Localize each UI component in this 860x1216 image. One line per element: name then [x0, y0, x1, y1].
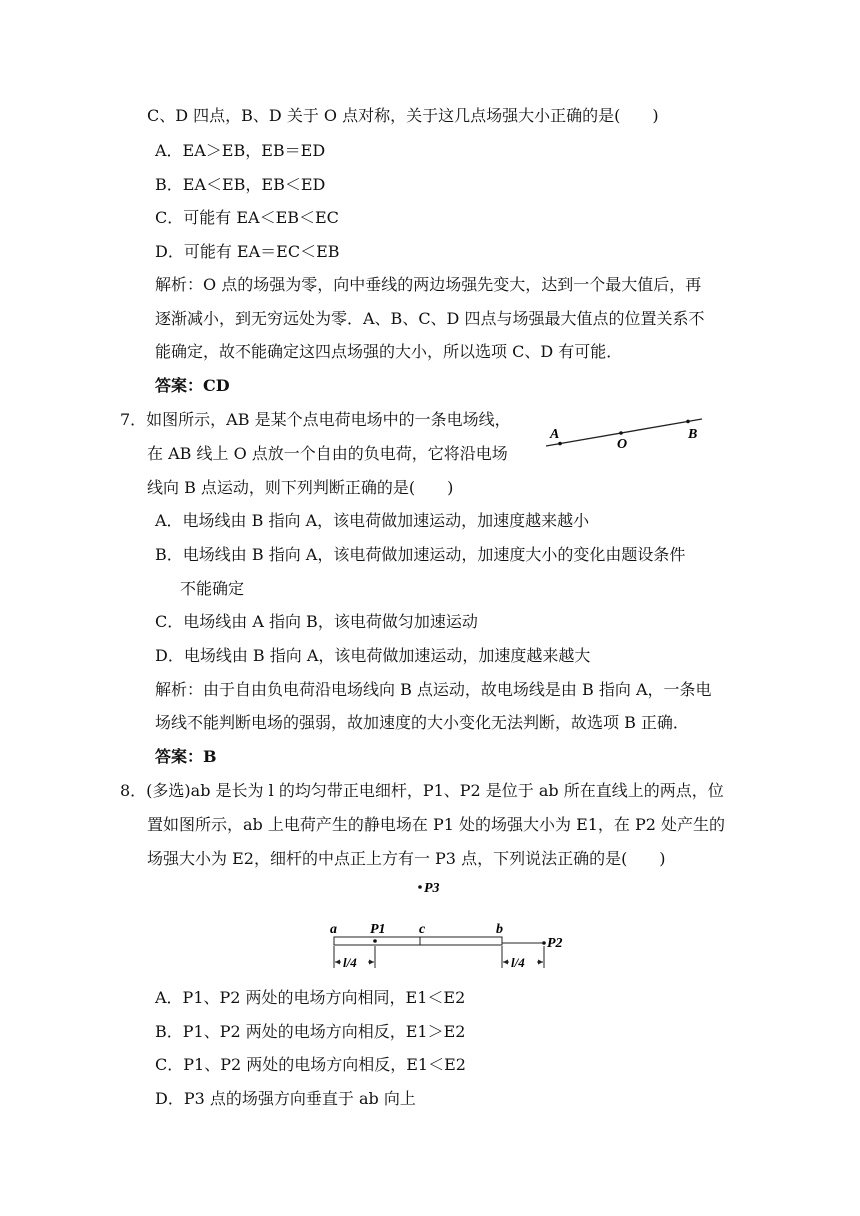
q8-option-a: A．P1、P2 两处的电场方向相同，E1＜E2 — [155, 988, 466, 1007]
label-b: B — [688, 427, 698, 442]
q6-analysis-line-3: 能确定，故不能确定这四点场强的大小，所以选项 C、D 有可能． — [155, 342, 623, 361]
label-p3: P3 — [424, 881, 440, 896]
label-o: O — [617, 437, 628, 452]
q7-option-c: C．电场线由 A 指向 B，该电荷做匀加速运动 — [155, 612, 478, 631]
q8-option-c: C．P1、P2 两处的电场方向相反，E1＜E2 — [155, 1055, 466, 1074]
q8-option-d: D．P3 点的场强方向垂直于 ab 向上 — [155, 1089, 416, 1108]
q6-option-b: B．EA＜EB，EB＜ED — [155, 175, 326, 194]
q7-stem-line-3: 线向 B 点运动，则下列判断正确的是( ) — [147, 478, 454, 497]
q6-option-d: D．可能有 EA＝EC＜EB — [155, 242, 340, 261]
q7-stem-line-2: 在 AB 线上 O 点放一个自由的负电荷，它将沿电场 — [147, 444, 508, 463]
label-p2: P2 — [547, 936, 563, 951]
label-b: b — [496, 922, 503, 937]
point-a-dot — [558, 442, 562, 446]
q8-option-b: B．P1、P2 两处的电场方向相反，E1＞E2 — [155, 1022, 466, 1041]
q7-field-line-figure — [540, 412, 710, 456]
q7-option-a: A．电场线由 B 指向 A，该电荷做加速运动，加速度越来越小 — [155, 511, 590, 530]
dim-left-arrow-1 — [335, 960, 340, 965]
q6-analysis-line-2: 逐渐减小，到无穷远处为零．A、B、C、D 四点与场强最大值点的位置关系不 — [155, 309, 705, 328]
point-p3-dot — [418, 885, 422, 889]
label-a: a — [330, 922, 337, 937]
label-p1: P1 — [370, 922, 386, 937]
q7-analysis-line-1: 解析：由于自由负电荷沿电场线向 B 点运动，故电场线是由 B 指向 A，一条电 — [155, 680, 712, 699]
q7-option-d: D．电场线由 B 指向 A，该电荷做加速运动，加速度越来越大 — [155, 646, 591, 665]
dim-right-arrow-2 — [538, 960, 543, 965]
dim-right-arrow-1 — [503, 960, 508, 965]
q8-stem-line-2: 置如图所示，ab 上电荷产生的静电场在 P1 处的场强大小为 E1，在 P2 处产生的 — [147, 815, 726, 834]
q7-option-b: B．电场线由 B 指向 A，该电荷做加速运动，加速度大小的变化由题设条件 — [155, 545, 686, 564]
q6-answer: 答案：CD — [155, 376, 230, 395]
q8-stem-line-1: 8．(多选)ab 是长为 l 的均匀带正电细杆，P1、P2 是位于 ab 所在直线上的两点，位 — [120, 781, 724, 800]
dim-left-arrow-2 — [369, 960, 374, 965]
rod-ab — [334, 937, 502, 945]
point-b-dot — [686, 420, 690, 424]
q7-answer: 答案：B — [155, 747, 217, 766]
q6-option-a: A．EA＞EB，EB＝ED — [155, 141, 326, 160]
q6-option-c: C．可能有 EA＜EB＜EC — [155, 208, 339, 227]
q7-option-b-cont: 不能确定 — [180, 579, 245, 598]
q6-analysis-line-1: 解析：O 点的场强为零，向中垂线的两边场强先变大，达到一个最大值后，再 — [155, 275, 702, 294]
dim-left-label: l/4 — [343, 955, 357, 970]
q6-stem-continuation: C、D 四点，B、D 关于 O 点对称，关于这几点场强大小正确的是( ) — [147, 106, 659, 125]
dim-right-label: l/4 — [511, 955, 525, 970]
label-a: A — [550, 427, 560, 442]
q8-rod-figure — [326, 876, 576, 976]
point-p1-dot — [373, 939, 377, 943]
q7-analysis-line-2: 场线不能判断电场的强弱，故加速度的大小变化无法判断，故选项 B 正确． — [155, 713, 689, 732]
point-o-dot — [619, 431, 623, 435]
q8-stem-line-3: 场强大小为 E2，细杆的中点正上方有一 P3 点，下列说法正确的是( ) — [147, 849, 666, 868]
label-c: c — [419, 922, 426, 937]
point-p2-dot — [542, 941, 546, 945]
q7-stem-line-1: 7．如图所示，AB 是某个点电荷电场中的一条电场线， — [120, 410, 511, 429]
